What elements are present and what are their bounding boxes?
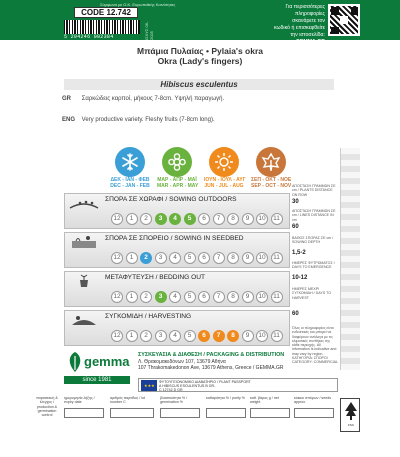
season-label: ΙΟΥΝ - ΙΟΥΛ - ΑΥΓ xyxy=(204,177,246,183)
month-12: 12 xyxy=(111,213,123,225)
month-12: 12 xyxy=(111,330,123,342)
purity-box xyxy=(206,408,246,418)
info-line: πληροφορίες xyxy=(294,11,325,17)
month-2: 2 xyxy=(140,252,152,264)
info-line: σκανάρετε τον xyxy=(292,18,325,24)
month-11: 11 xyxy=(271,213,283,225)
month-6: 6 xyxy=(198,291,210,303)
address-gr: Λ. Θρακομακεδόνων 107, 13679 Αθήνα xyxy=(138,358,226,365)
month-11: 11 xyxy=(271,330,283,342)
weight-label: καθ. βάρος g / net weight xyxy=(250,396,279,405)
month-5: 5 xyxy=(184,291,196,303)
description-en xyxy=(62,117,362,123)
month-7: 7 xyxy=(213,213,225,225)
spec-label: ΗΜΕΡΕΣ ΦΥΤΡΩΜΑΤΟΣ / DAYS TO EMERGENCE xyxy=(292,261,335,270)
barcode-number: 5 204246 002384 xyxy=(64,34,114,40)
season-summer xyxy=(204,147,244,189)
month-1: 1 xyxy=(126,252,138,264)
month-12: 12 xyxy=(111,291,123,303)
month-10: 10 xyxy=(256,213,268,225)
harvest-icon xyxy=(68,313,100,327)
top-small-print: Σύμφωνα με Ο.Κ. Ευρωπαϊκής Κοινότητας xyxy=(100,2,176,7)
month-4: 4 xyxy=(169,213,181,225)
month-8: 8 xyxy=(227,330,239,342)
month-11: 11 xyxy=(271,252,283,264)
side-note: Όλες οι πληροφορίες είναι ενδεικτικές και μπορεί να διαφέρουν ανάλογα με τις κλιματικές συνθήκες της κάθε περιοχής. All information is indicative and may vary by region. ΚΑΤΗΓΟΡΙΑ: ΣΠΟΡΟΙ CATEGORY: COMMERCIAL xyxy=(292,326,338,365)
expiry-box xyxy=(64,408,104,418)
lot-label: αριθμός παρτίδας / lot number C xyxy=(110,396,146,405)
spec-value: 10-12 xyxy=(292,275,308,281)
season-label: DEC - JAN - FEB xyxy=(110,183,150,189)
passport-text xyxy=(159,380,251,392)
month-2: 2 xyxy=(140,330,152,342)
season-label: SEP - OCT - NOV xyxy=(251,183,292,189)
season-autumn xyxy=(251,147,291,189)
lang-code: GR xyxy=(62,96,71,102)
flower-icon xyxy=(162,147,192,177)
month-3: 3 xyxy=(155,291,167,303)
season-label: ΜΑΡ - ΑΠΡ - ΜΑΪ xyxy=(157,177,197,183)
spec-label: ΗΜΕΡΕΣ ΜΕΧΡΙ ΣΥΓΚΟΜΙΔΗ / DAYS TO HARVEST xyxy=(292,287,332,300)
expiry-label: ημερομηνία λήξης / expiry date xyxy=(64,396,95,405)
row-title: ΣΥΓΚΟΜΙΔΗ / HARVESTING xyxy=(105,313,192,320)
month-4: 4 xyxy=(169,291,181,303)
info-line: κωδικό ή επισκεφθείτε xyxy=(273,25,325,31)
month-9: 9 xyxy=(242,330,254,342)
month-10: 10 xyxy=(256,330,268,342)
season-label: JUN - JUL - AUG xyxy=(204,183,244,189)
month-10: 10 xyxy=(256,291,268,303)
info-line: Για περισσότερες xyxy=(285,4,325,10)
germination-label: βλαστικότητα % / germination % xyxy=(160,396,188,405)
month-9: 9 xyxy=(242,291,254,303)
barcode-side-text: ΙΣΧΥΣ 06-2025 xyxy=(144,21,154,40)
passport-line: C 12742 D GR xyxy=(159,388,183,392)
brand-name: gemma xyxy=(84,354,130,369)
gemma-logo-icon xyxy=(66,350,84,374)
code-label: CODE xyxy=(81,8,105,17)
since-badge: since 1981 xyxy=(64,376,130,384)
month-6: 6 xyxy=(198,213,210,225)
distribution-heading: ΣΥΣΚΕΥΑΣΙΑ & ΔΙΑΘΕΣΗ / PACKAGING & DISTRIBUTION xyxy=(138,352,285,358)
weight-box xyxy=(250,408,290,418)
control-note: παρασκευή & έλεγχος / production & germination control xyxy=(36,396,58,418)
month-7: 7 xyxy=(213,330,225,342)
tree-icon xyxy=(342,401,360,421)
month-1: 1 xyxy=(126,330,138,342)
spec-label: ΒΑΘΟΣ ΣΠΟΡΑΣ ΣΕ cm / SOWING DEPTH xyxy=(292,236,334,245)
eu-flag-icon xyxy=(141,380,157,391)
description-text: Σαρκώδεις καρποί, μήκους 7-8cm. Υψηλή παραγωγή. xyxy=(81,96,225,102)
description-text: Very productive variety. Fleshy fruits (7-8cm long). xyxy=(81,117,215,123)
seeds-box xyxy=(294,408,334,418)
lot-box xyxy=(110,408,154,418)
month-10: 10 xyxy=(256,252,268,264)
title-greek: Μπάμια Πυλαίας • Pylaia's okra xyxy=(136,46,263,56)
month-9: 9 xyxy=(242,213,254,225)
season-label: ΔΕΚ - ΙΑΝ - ΦΕΒ xyxy=(110,177,150,183)
title-english: Okra (Lady's fingers) xyxy=(157,56,243,66)
snowflake-icon xyxy=(115,147,145,177)
month-5: 5 xyxy=(184,330,196,342)
row-bedding-out xyxy=(64,271,290,307)
month-4: 4 xyxy=(169,252,181,264)
header-band xyxy=(0,0,400,45)
fsc-label: FSC xyxy=(348,423,354,427)
month-8: 8 xyxy=(227,213,239,225)
month-2: 2 xyxy=(140,291,152,303)
row-title: ΣΠΟΡΑ ΣΕ ΧΩΡΑΦΙ / SOWING OUTDOORS xyxy=(105,196,237,203)
pot-icon xyxy=(68,274,100,288)
spec-value: 30 xyxy=(292,199,299,205)
month-3: 3 xyxy=(155,330,167,342)
product-code xyxy=(74,7,138,18)
month-5: 5 xyxy=(184,213,196,225)
code-value: 12.742 xyxy=(106,8,131,17)
row-harvesting xyxy=(64,310,290,346)
spec-value: 60 xyxy=(292,224,299,230)
row-title: ΜΕΤΑΦΥΤΕΥΣΗ / BEDDING OUT xyxy=(105,274,206,281)
sun-icon xyxy=(209,147,239,177)
season-label: MAR - APR - MAY xyxy=(157,183,199,189)
season-label: ΣΕΠ - ΟΚΤ - ΝΟΕ xyxy=(251,177,292,183)
month-1: 1 xyxy=(126,291,138,303)
info-url[interactable]: GEMMA.GR xyxy=(295,39,325,45)
row-sowing-outdoors xyxy=(64,193,290,229)
spec-value: 60 xyxy=(292,311,299,317)
purity-label: καθαρότητα % / purity % xyxy=(206,396,245,400)
barcode xyxy=(64,20,140,34)
spec-label: ΑΠΟΣΤΑΣΗ ΓΡΑΜΜΩΝ ΣΕ cm / LINES DISTANCE IN cm xyxy=(292,209,336,222)
month-12: 12 xyxy=(111,252,123,264)
month-3: 3 xyxy=(155,213,167,225)
season-spring xyxy=(157,147,197,189)
month-7: 7 xyxy=(213,252,225,264)
month-6: 6 xyxy=(198,330,210,342)
row-sowing-seedbed xyxy=(64,232,290,268)
month-11: 11 xyxy=(271,291,283,303)
description-gr xyxy=(62,96,362,102)
seeds-label: κόκκοι σπόρων / seeds approx. xyxy=(294,396,332,405)
seedbed-icon xyxy=(68,235,100,249)
month-2: 2 xyxy=(140,213,152,225)
passport-line: ΦΥΤΟΥΓΕΙΟΝΟΜΙΚΟ ΔΙΑΒΑΤΗΡΙΟ / PLANT PASSPORT xyxy=(159,380,251,384)
fsc-logo xyxy=(340,398,360,432)
month-3: 3 xyxy=(155,252,167,264)
season-winter xyxy=(110,147,150,189)
lang-code: ENG xyxy=(62,117,76,123)
spec-label: ΑΠΟΣΤΑΣΗ ΓΡΑΜΜΩΝ ΣΕ cm / PLANTS DISTANCE ON ROW xyxy=(292,184,336,197)
passport-line: A HIBISCUS ESCULENTUS B GR- xyxy=(159,384,216,388)
month-7: 7 xyxy=(213,291,225,303)
outdoor-sowing-icon xyxy=(68,196,100,210)
month-1: 1 xyxy=(126,213,138,225)
germination-box xyxy=(160,408,200,418)
side-ribbon xyxy=(340,148,360,370)
month-9: 9 xyxy=(242,252,254,264)
title-block xyxy=(0,46,400,66)
month-8: 8 xyxy=(227,252,239,264)
month-5: 5 xyxy=(184,252,196,264)
plant-passport xyxy=(138,378,338,392)
latin-name: Hibiscus esculentus xyxy=(64,79,334,90)
row-title: ΣΠΟΡΑ ΣΕ ΣΠΟΡΕΙΟ / SOWING IN SEEDBED xyxy=(105,235,244,242)
month-6: 6 xyxy=(198,252,210,264)
month-8: 8 xyxy=(227,291,239,303)
address-en: 107 Thrakomakedonon Ave, 13679 Athens, Greece / GEMMA.GR xyxy=(138,365,284,372)
qr-code[interactable] xyxy=(328,4,360,36)
distribution-info xyxy=(138,352,338,372)
scan-info xyxy=(263,4,325,46)
leaf-icon xyxy=(256,147,286,177)
info-line: την ιστοσελίδα: xyxy=(290,32,325,38)
month-4: 4 xyxy=(169,330,181,342)
spec-value: 1,5-2 xyxy=(292,250,306,256)
